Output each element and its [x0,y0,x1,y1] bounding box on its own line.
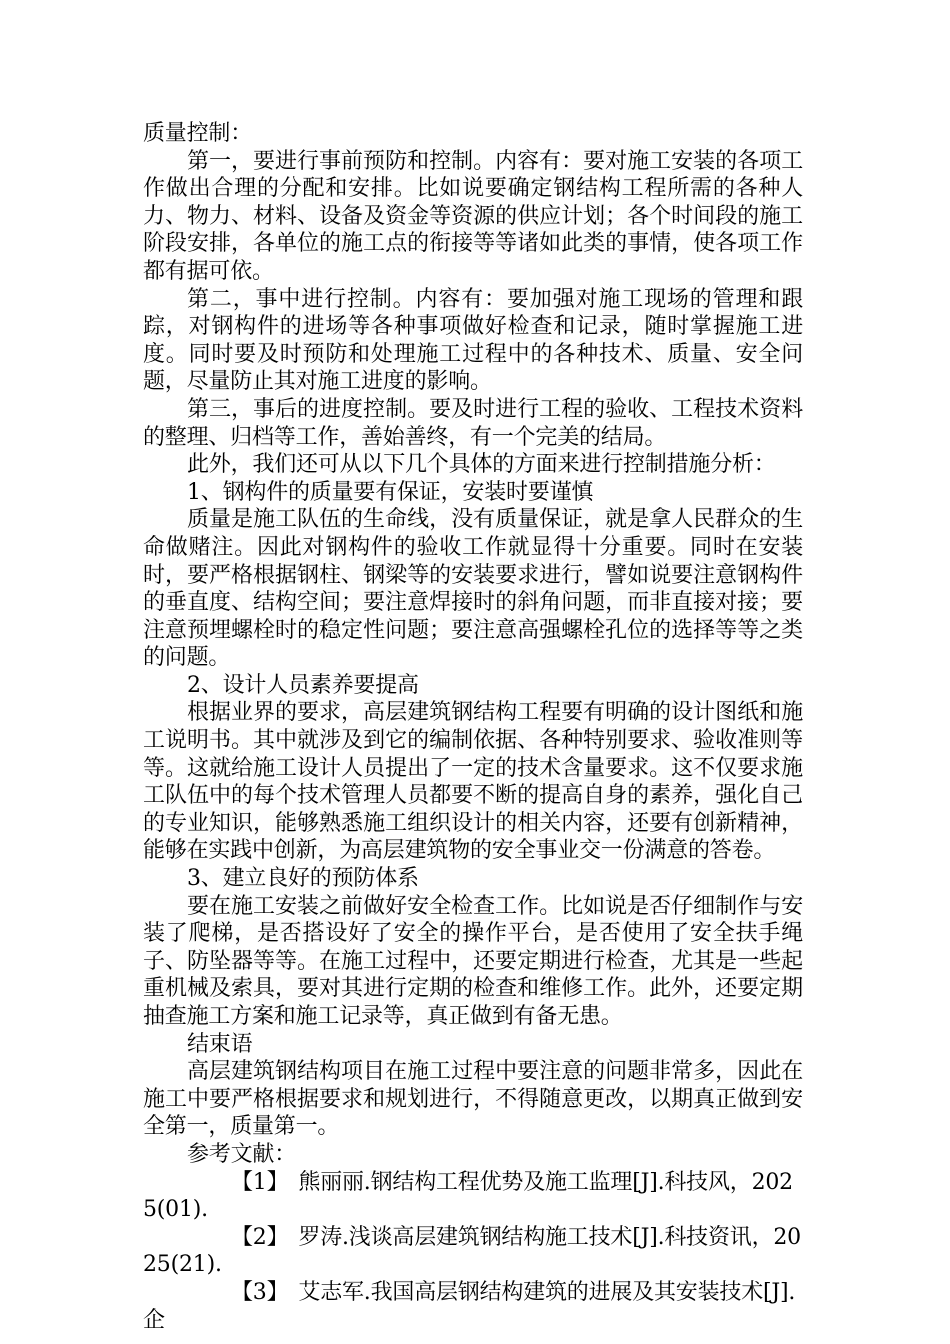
reference-text: 艾志军.我国高层钢结构建筑的进展及其安装技术[J].企 [143,1279,796,1333]
paragraph-first-control: 第一，要进行事前预防和控制。内容有：要对施工安装的各项工作做出合理的分配和安排。比如说要确定钢结构工程所需的各种人力、物力、材料、设备及资金等资源的供应计划；各个时间段的施工阶段安排，各单位的施工点的衔接等等诸如此类的事情，使各项工作都有据可依。 [143,148,803,284]
paragraph-second-control: 第二，事中进行控制。内容有：要加强对施工现场的管理和跟踪，对钢构件的进场等各种事项做好检查和记录，随时掌握施工进度。同时要及时预防和处理施工过程中的各种技术、质量、安全问题，尽量防止其对施工进度的影响。 [143,286,803,395]
reference-text: 熊丽丽.钢结构工程优势及施工监理[J].科技风，2025(01). [143,1169,793,1223]
reference-marker: 【2】 [231,1224,289,1250]
heading-conclusion: 结束语 [187,1031,253,1057]
reference-text: 罗涛.浅谈高层建筑钢结构施工技术[J].科技资讯，2025(21). [143,1224,801,1278]
reference-item [143,1224,803,1279]
subheading-designer-quality: 2、设计人员素养要提高 [187,672,419,698]
paragraph-designer-quality: 根据业界的要求，高层建筑钢结构工程要有明确的设计图纸和施工说明书。其中就涉及到它的编制依据、各种特别要求、验收准则等等。这就给施工设计人员提出了一定的技术含量要求。这不仅要求施工队伍中的每个技术管理人员都要不断的提高自身的素养，强化自己的专业知识，能够熟悉施工组织设计的相关内容，还要有创新精神，能够在实践中创新，为高层建筑物的安全事业交一份满意的答卷。 [143,700,803,864]
document-page [143,120,803,1334]
reference-item [143,1169,803,1224]
subheading-prevention-system: 3、建立良好的预防体系 [187,866,419,892]
heading-references: 参考文献： [187,1141,297,1167]
paragraph-third-control: 第三，事后的进度控制。要及时进行工程的验收、工程技术资料的整理、归档等工作，善始善终，有一个完美的结局。 [143,396,803,450]
paragraph-prevention-system: 要在施工安装之前做好安全检查工作。比如说是否仔细制作与安装了爬梯，是否搭设好了安全的操作平台，是否使用了安全扶手绳子、防坠器等等。在施工过程中，还要定期进行检查，尤其是一些起重机械及索具，要对其进行定期的检查和维修工作。此外，还要定期抽查施工方案和施工记录等，真正做到有备无患。 [143,893,803,1029]
reference-marker: 【3】 [231,1279,289,1305]
paragraph-steel-quality: 质量是施工队伍的生命线，没有质量保证，就是拿人民群众的生命做赌注。因此对钢构件的验收工作就显得十分重要。同时在安装时，要严格根据钢柱、钢梁等的安装要求进行，譬如说要注意钢构件的垂直度、结构空间；要注意焊接时的斜角问题，而非直接对接；要注意预埋螺栓时的稳定性问题；要注意高强螺栓孔位的选择等等之类的问题。 [143,507,803,671]
section-heading-quality-control: 质量控制： [143,121,253,146]
paragraph-additional-analysis: 此外，我们还可从以下几个具体的方面来进行控制措施分析： [187,452,776,478]
reference-marker: 【1】 [231,1169,289,1195]
subheading-steel-quality: 1、钢构件的质量要有保证，安装时要谨慎 [187,479,594,505]
reference-item [143,1279,803,1334]
paragraph-conclusion: 高层建筑钢结构项目在施工过程中要注意的问题非常多，因此在施工中要严格根据要求和规划进行，不得随意更改，以期真正做到安全第一，质量第一。 [143,1059,803,1140]
